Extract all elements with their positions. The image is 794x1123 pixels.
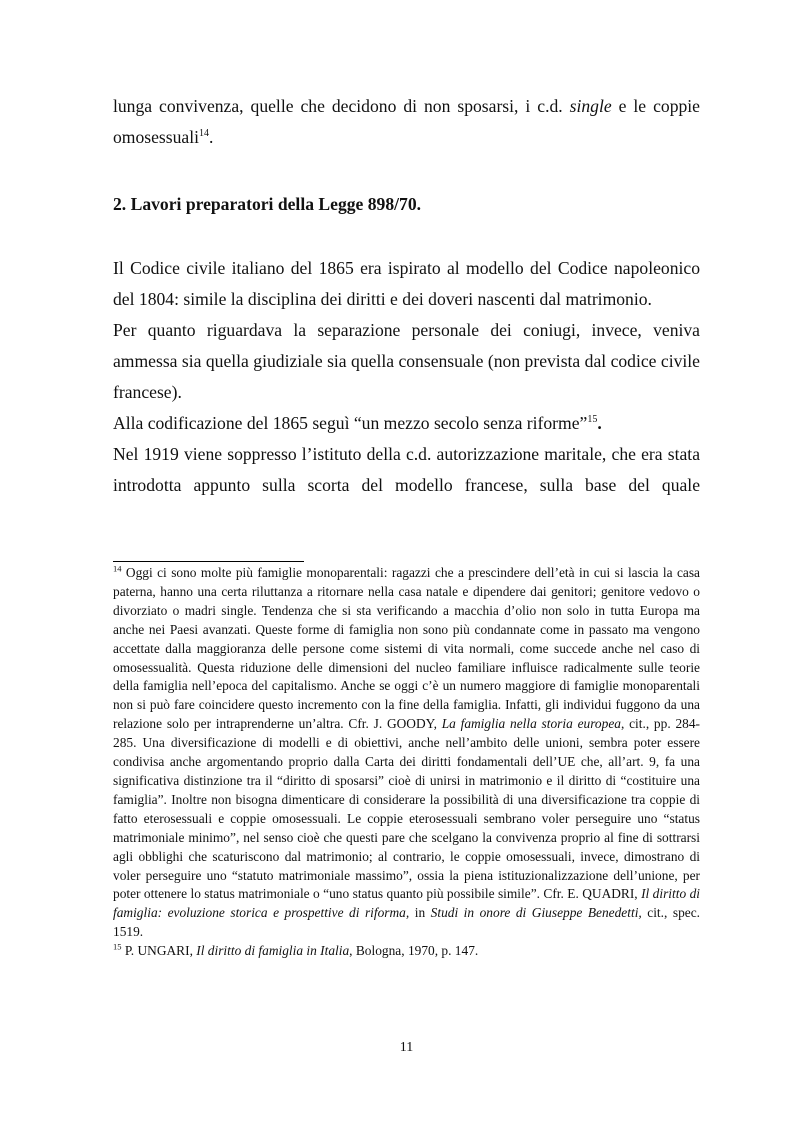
footnote-separator <box>113 561 304 562</box>
paragraph-separazione: Per quanto riguardava la separazione personale dei coniugi, invece, veniva ammessa sia quella giudiziale sia quella consensuale (non prevista dal codice civile francese). <box>113 320 700 402</box>
footnote-ref-15[interactable]: 15 <box>587 414 598 426</box>
footnote-text: , cit., pp. 284-285. Una diversificazione di modelli e di obiettivi, anche nell’ambito delle unioni, sembra poter essere condivisa anche argomentando proprio dalla Carta dei diritti fondamentali dell’UE che, all’art. 9, fa una significativa distinzione tra il “diritto di sposarsi” cioè di unirsi in matrimonio e il diritto di “costituire una famiglia”. Inoltre non bisogna dimenticare di considerare la possibilità di una diversificazione tra coppie di fatto eterosessuali e coppie omosessuali. Le coppie eterosessuali sembrano voler perseguire uno “status matrimoniale minimo”, nel senso cioè che questi pare che scelgano la convivenza proprio al fine di sottrarsi agli obblighi che scaturiscono dal matrimonio; al contrario, le coppie omosessuali, invece, dimostrano di voler perseguire uno “statuto matrimoniale massimo”, ossia la piena istituzionalizzazione dell’unione, per poter ottenere lo status matrimoniale o “uno status quanto più possibile simile”. Cfr. E. QUADRI, <box>113 716 700 902</box>
footnotes <box>113 564 700 961</box>
footnote-text: cit., spec. 1519. <box>113 905 700 940</box>
citation-title: Il diritto di famiglia in Italia <box>196 943 350 959</box>
footnote-text: in <box>409 905 431 921</box>
citation-title: Studi in onore di Giuseppe Benedetti, <box>430 905 642 921</box>
footnote-text: , Bologna, 1970, p. 147. <box>349 943 479 959</box>
page-number: 11 <box>399 1040 414 1055</box>
paragraph-text: . <box>209 127 214 147</box>
main-text <box>113 253 700 501</box>
footnote-15 <box>113 942 700 961</box>
footnote-14 <box>113 564 700 942</box>
italic-term: single <box>569 96 612 116</box>
paragraph-codificazione <box>113 408 700 439</box>
footnote-number: 14 <box>113 563 122 574</box>
footnote-text: P. UNGARI, <box>121 943 197 959</box>
paragraph-codice-civile: Il Codice civile italiano del 1865 era ispirato al modello del Codice napoleonico del 1804: simile la disciplina dei diritti e dei doveri nascenti dal matrimonio. <box>113 258 700 309</box>
paragraph-text: lunga convivenza, quelle che decidono di non sposarsi, i c.d. <box>113 96 570 116</box>
footnote-number: 15 <box>113 941 122 952</box>
section-heading: 2. Lavori preparatori della Legge 898/70. <box>113 194 422 214</box>
citation-title: La famiglia nella storia europea <box>441 716 621 732</box>
document-page <box>113 0 700 1123</box>
footnote-ref-14[interactable]: 14 <box>199 128 210 140</box>
footnote-text: Oggi ci sono molte più famiglie monoparentali: ragazzi che a prescindere dell’età in cui si lascia la casa paterna, hanno una certa riluttanza a ritornare nella casa natale e dipendere dai genitori; genitore vedovo o divorziato o madri single. Tendenza che si sta verificando a macchia d’olio non solo in tutta Europa ma anche nei Paesi avanzati. Queste forme di famiglia non sono più condannate come in passato ma vengono accettate dalla maggioranza delle persone come sistemi di vita normali, come succede anche nel caso di omosessualità. Questa riduzione delle dimensioni del nucleo familiare influisce radicalmente sulle teorie della famiglia nell’epoca del capitalismo. Anche se oggi c’è un numero maggiore di famiglie monoparentali non si può fare coincidere questo incremento con la fine della famiglia. Infatti, gli individui fuggono da una relazione solo per intraprenderne un’altra. Cfr. J. GOODY, <box>113 565 700 732</box>
paragraph-continuation <box>113 91 700 153</box>
paragraph-text: e le coppie omosessuali <box>113 96 700 147</box>
paragraph-text: Alla codificazione del 1865 seguì “un mezzo secolo senza riforme” <box>113 413 588 433</box>
paragraph-1919: Nel 1919 viene soppresso l’istituto della c.d. autorizzazione maritale, che era stata introdotta appunto sulla scorta del modello francese, sulla base del quale <box>113 444 700 495</box>
paragraph-text: . <box>597 413 602 433</box>
citation-title: Il diritto di famiglia: evoluzione storica e prospettive di riforma, <box>113 886 700 921</box>
